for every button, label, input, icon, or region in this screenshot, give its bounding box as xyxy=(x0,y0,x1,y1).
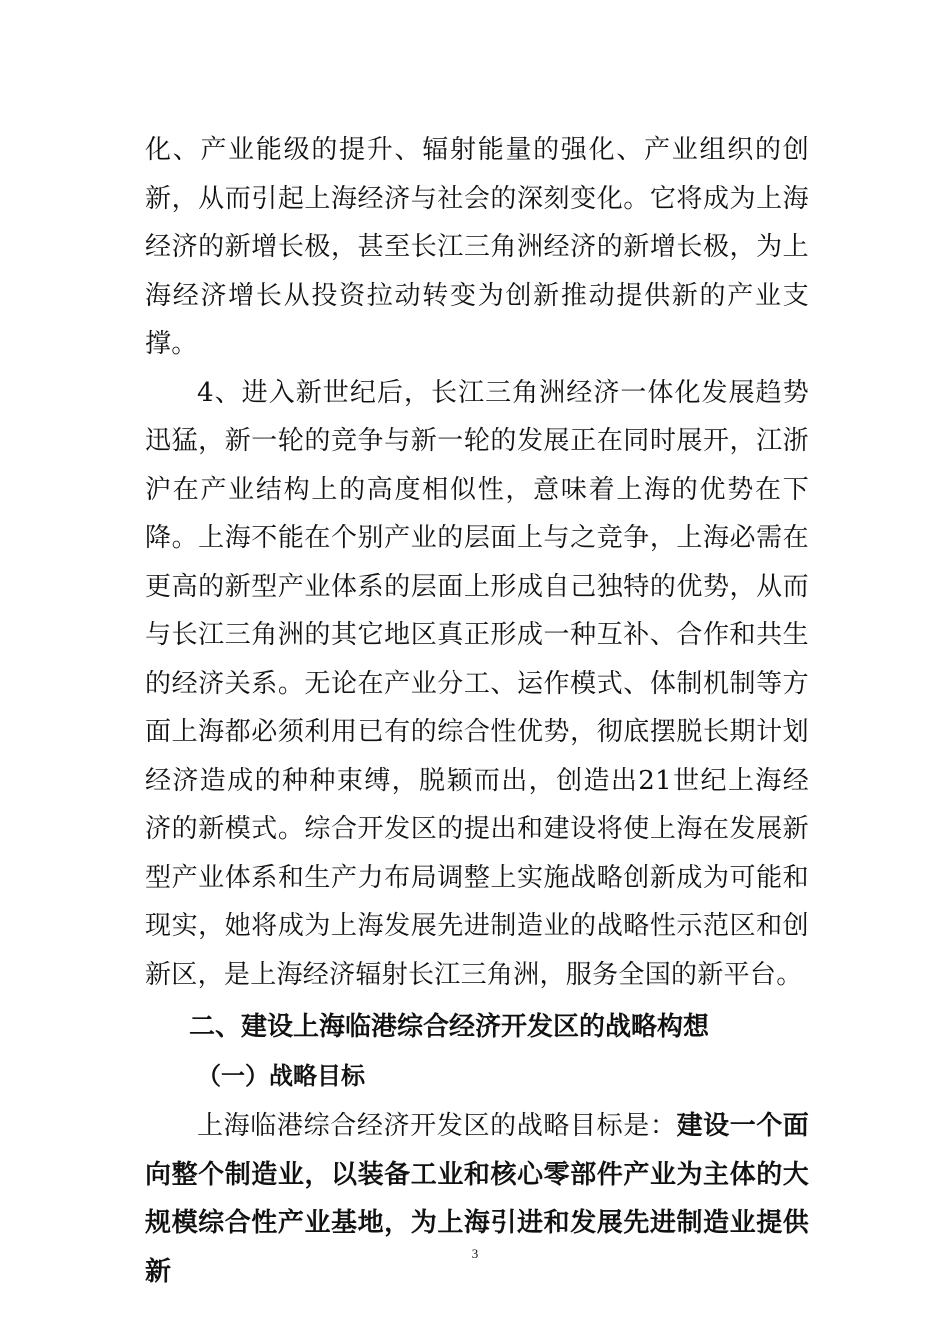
goal-emphasis-text: 建设一个面向整个制造业，以装备工业和核心零部件产业为主体的大规模综合性产业基地，为上海引进和发展先进制造业提供新 xyxy=(145,1111,809,1287)
section-heading: 二、建设上海临港综合经济开发区的战略构想 xyxy=(189,1012,710,1042)
subsection-heading: （一）战略目标 xyxy=(197,1062,365,1090)
document-page xyxy=(145,126,809,1287)
body-paragraph-4: 4、进入新世纪后，长江三角洲经济一体化发展趋势迅猛，新一轮的竞争与新一轮的发展正在同时展开，江浙沪在产业结构上的高度相似性，意味着上海的优势在下降。上海不能在个别产业的层面上与之竞争，上海必需在更高的新型产业体系的层面上形成自己独特的优势，从而与长江三角洲的其它地区真正形成一种互补、合作和共生的经济关系。无论在产业分工、运作模式、体制机制等方面上海都必须利用已有的综合性优势，彻底摆脱长期计划经济造成的种种束缚，脱颖而出，创造出21世纪上海经济的新模式。综合开发区的提出和建设将使上海在发展新型产业体系和生产力布局调整上实施战略创新成为可能和现实，她将成为上海发展先进制造业的战略性示范区和创新区，是上海经济辐射长江三角洲，服务全国的新平台。 xyxy=(145,377,809,990)
goal-paragraph xyxy=(145,1102,809,1296)
page-number: 3 xyxy=(471,1246,479,1261)
body-paragraph-continued: 化、产业能级的提升、辐射能量的强化、产业组织的创新，从而引起上海经济与社会的深刻变化。它将成为上海经济的新增长极，甚至长江三角洲经济的新增长极，为上海经济增长从投资拉动转变为创新推动提供新的产业支撑。 xyxy=(145,135,809,359)
goal-lead-text: 上海临港综合经济开发区的战略目标是： xyxy=(197,1111,677,1141)
